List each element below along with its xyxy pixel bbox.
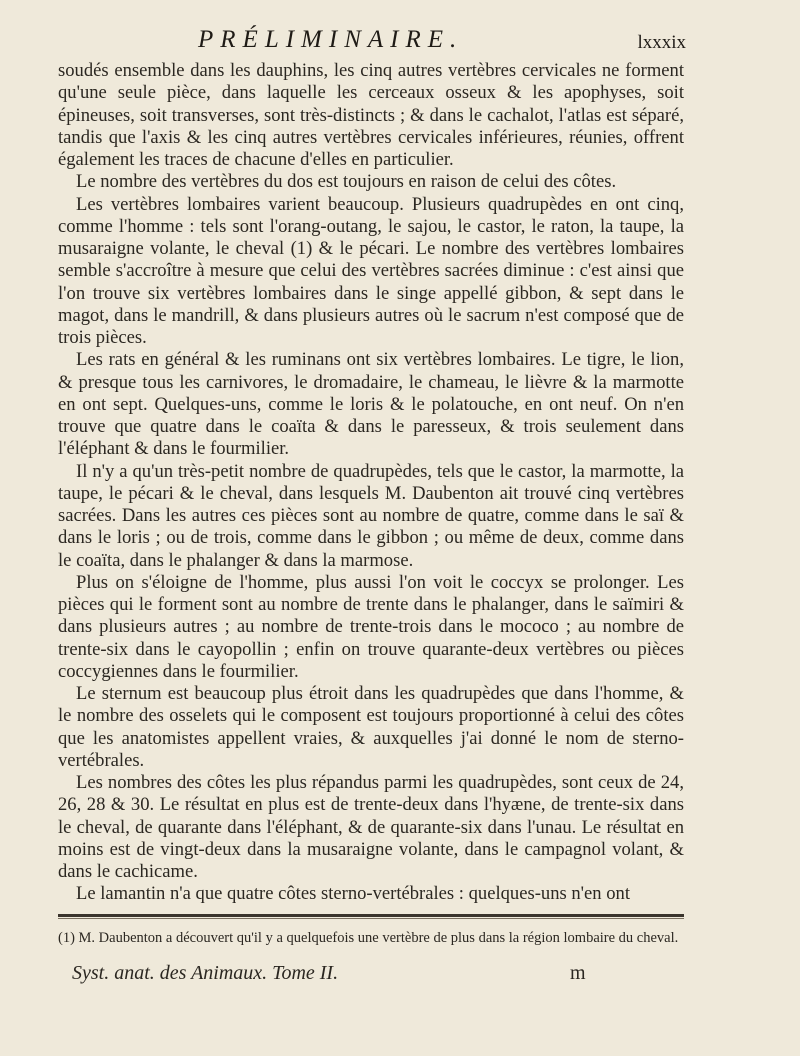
paragraph: Le sternum est beaucoup plus étroit dans les quadrupèdes que dans l'homme, & le nombre des osselets qui le composent est toujours proportionné à celui des côtes que les anatomistes appellent vraies, & auxquelles j'ai donné le nom de sterno-vertébrales.	[58, 683, 684, 771]
paragraph: Le nombre des vertèbres du dos est toujours en raison de celui des côtes.	[76, 171, 617, 193]
paragraph: soudés ensemble dans les dauphins, les cinq autres vertèbres cervicales ne forment qu'une seule pièce, dans laquelle les cerceaux osseux & les apophyses, soit épineuses, soit transverses, sont très-distincts ; & dans le cachalot, l'atlas est séparé, tandis que l'axis & les cinq autres vertèbres cervicales inférieures, réunies, offrent également les traces de chacune d'elles en particulier.	[58, 60, 684, 170]
page-number: lxxxix	[637, 32, 686, 53]
paragraph: Le lamantin n'a que quatre côtes sterno-vertébrales : quelques-uns n'en ont	[76, 883, 630, 905]
signature-line: Syst. anat. des Animaux. Tome II.	[72, 962, 339, 984]
footnote-rule-thin	[58, 918, 684, 919]
paragraph: Il n'y a qu'un très-petit nombre de quadrupèdes, tels que le castor, la marmotte, la taupe, le pécari & le cheval, dans lesquels M. Daubenton ait trouvé cinq vertèbres sacrées. Dans les autres ces pièces sont au nombre de quatre, comme dans le saï & dans le loris ; ou de trois, comme dans le gibbon ; ou même de deux, comme dans le coaïta, dans le phalanger & dans la marmose.	[58, 460, 684, 571]
body-text	[58, 60, 684, 906]
signature-mark: m	[570, 962, 586, 984]
paragraph: Les nombres des côtes les plus répandus parmi les quadrupèdes, sont ceux de 24, 26, 28 & 30. Le résultat en plus est de trente-deux dans l'hyæne, de trente-six dans le cheval, de quarante dans l'éléphant, & de quarante-six dans l'unau. Le résultat en moins est de vingt-deux dans la musaraigne volante, dans le campagnol volant, & dans le cachicame.	[58, 772, 684, 882]
running-title: PRÉLIMINAIRE.	[198, 26, 464, 53]
paragraph: Les rats en général & les ruminans ont six vertèbres lombaires. Le tigre, le lion, & presque tous les carnivores, le dromadaire, le chameau, le lièvre & la marmotte en ont sept. Quelques-uns, comme le loris & le polatouche, en ont neuf. On n'en trouve que quatre dans le coaïta & dans le paresseux, & trois seulement dans l'éléphant & dans le fourmilier.	[58, 349, 684, 460]
paragraph: Les vertèbres lombaires varient beaucoup. Plusieurs quadrupèdes en ont cinq, comme l'homme : tels sont l'orang-outang, le sajou, le castor, le raton, la taupe, la musaraigne volante, le cheval (1) & le pécari. Le nombre des vertèbres lombaires semble s'accroître à mesure que celui des vertèbres sacrées diminue : c'est ainsi que l'on trouve six vertèbres lombaires dans le singe appellé gibbon, & sept dans le magot, dans le mandrill, & dans plusieurs autres où le sacrum n'est composé que de trois pièces.	[58, 193, 684, 348]
footnote-rule	[58, 914, 684, 917]
page-header	[58, 22, 688, 56]
footnote: (1) M. Daubenton a découvert qu'il y a quelquefois une vertèbre de plus dans la région lombaire du cheval.	[58, 930, 679, 946]
paragraph: Plus on s'éloigne de l'homme, plus aussi l'on voit le coccyx se prolonger. Les pièces qui le forment sont au nombre de trente dans le phalanger, dans le saïmiri & dans plusieurs autres ; au nombre de trente-trois dans le mococo ; au nombre de trente-six dans le cayopollin ; enfin on trouve quarante-deux vertèbres ou pièces coccygiennes dans le fourmilier.	[58, 571, 684, 682]
